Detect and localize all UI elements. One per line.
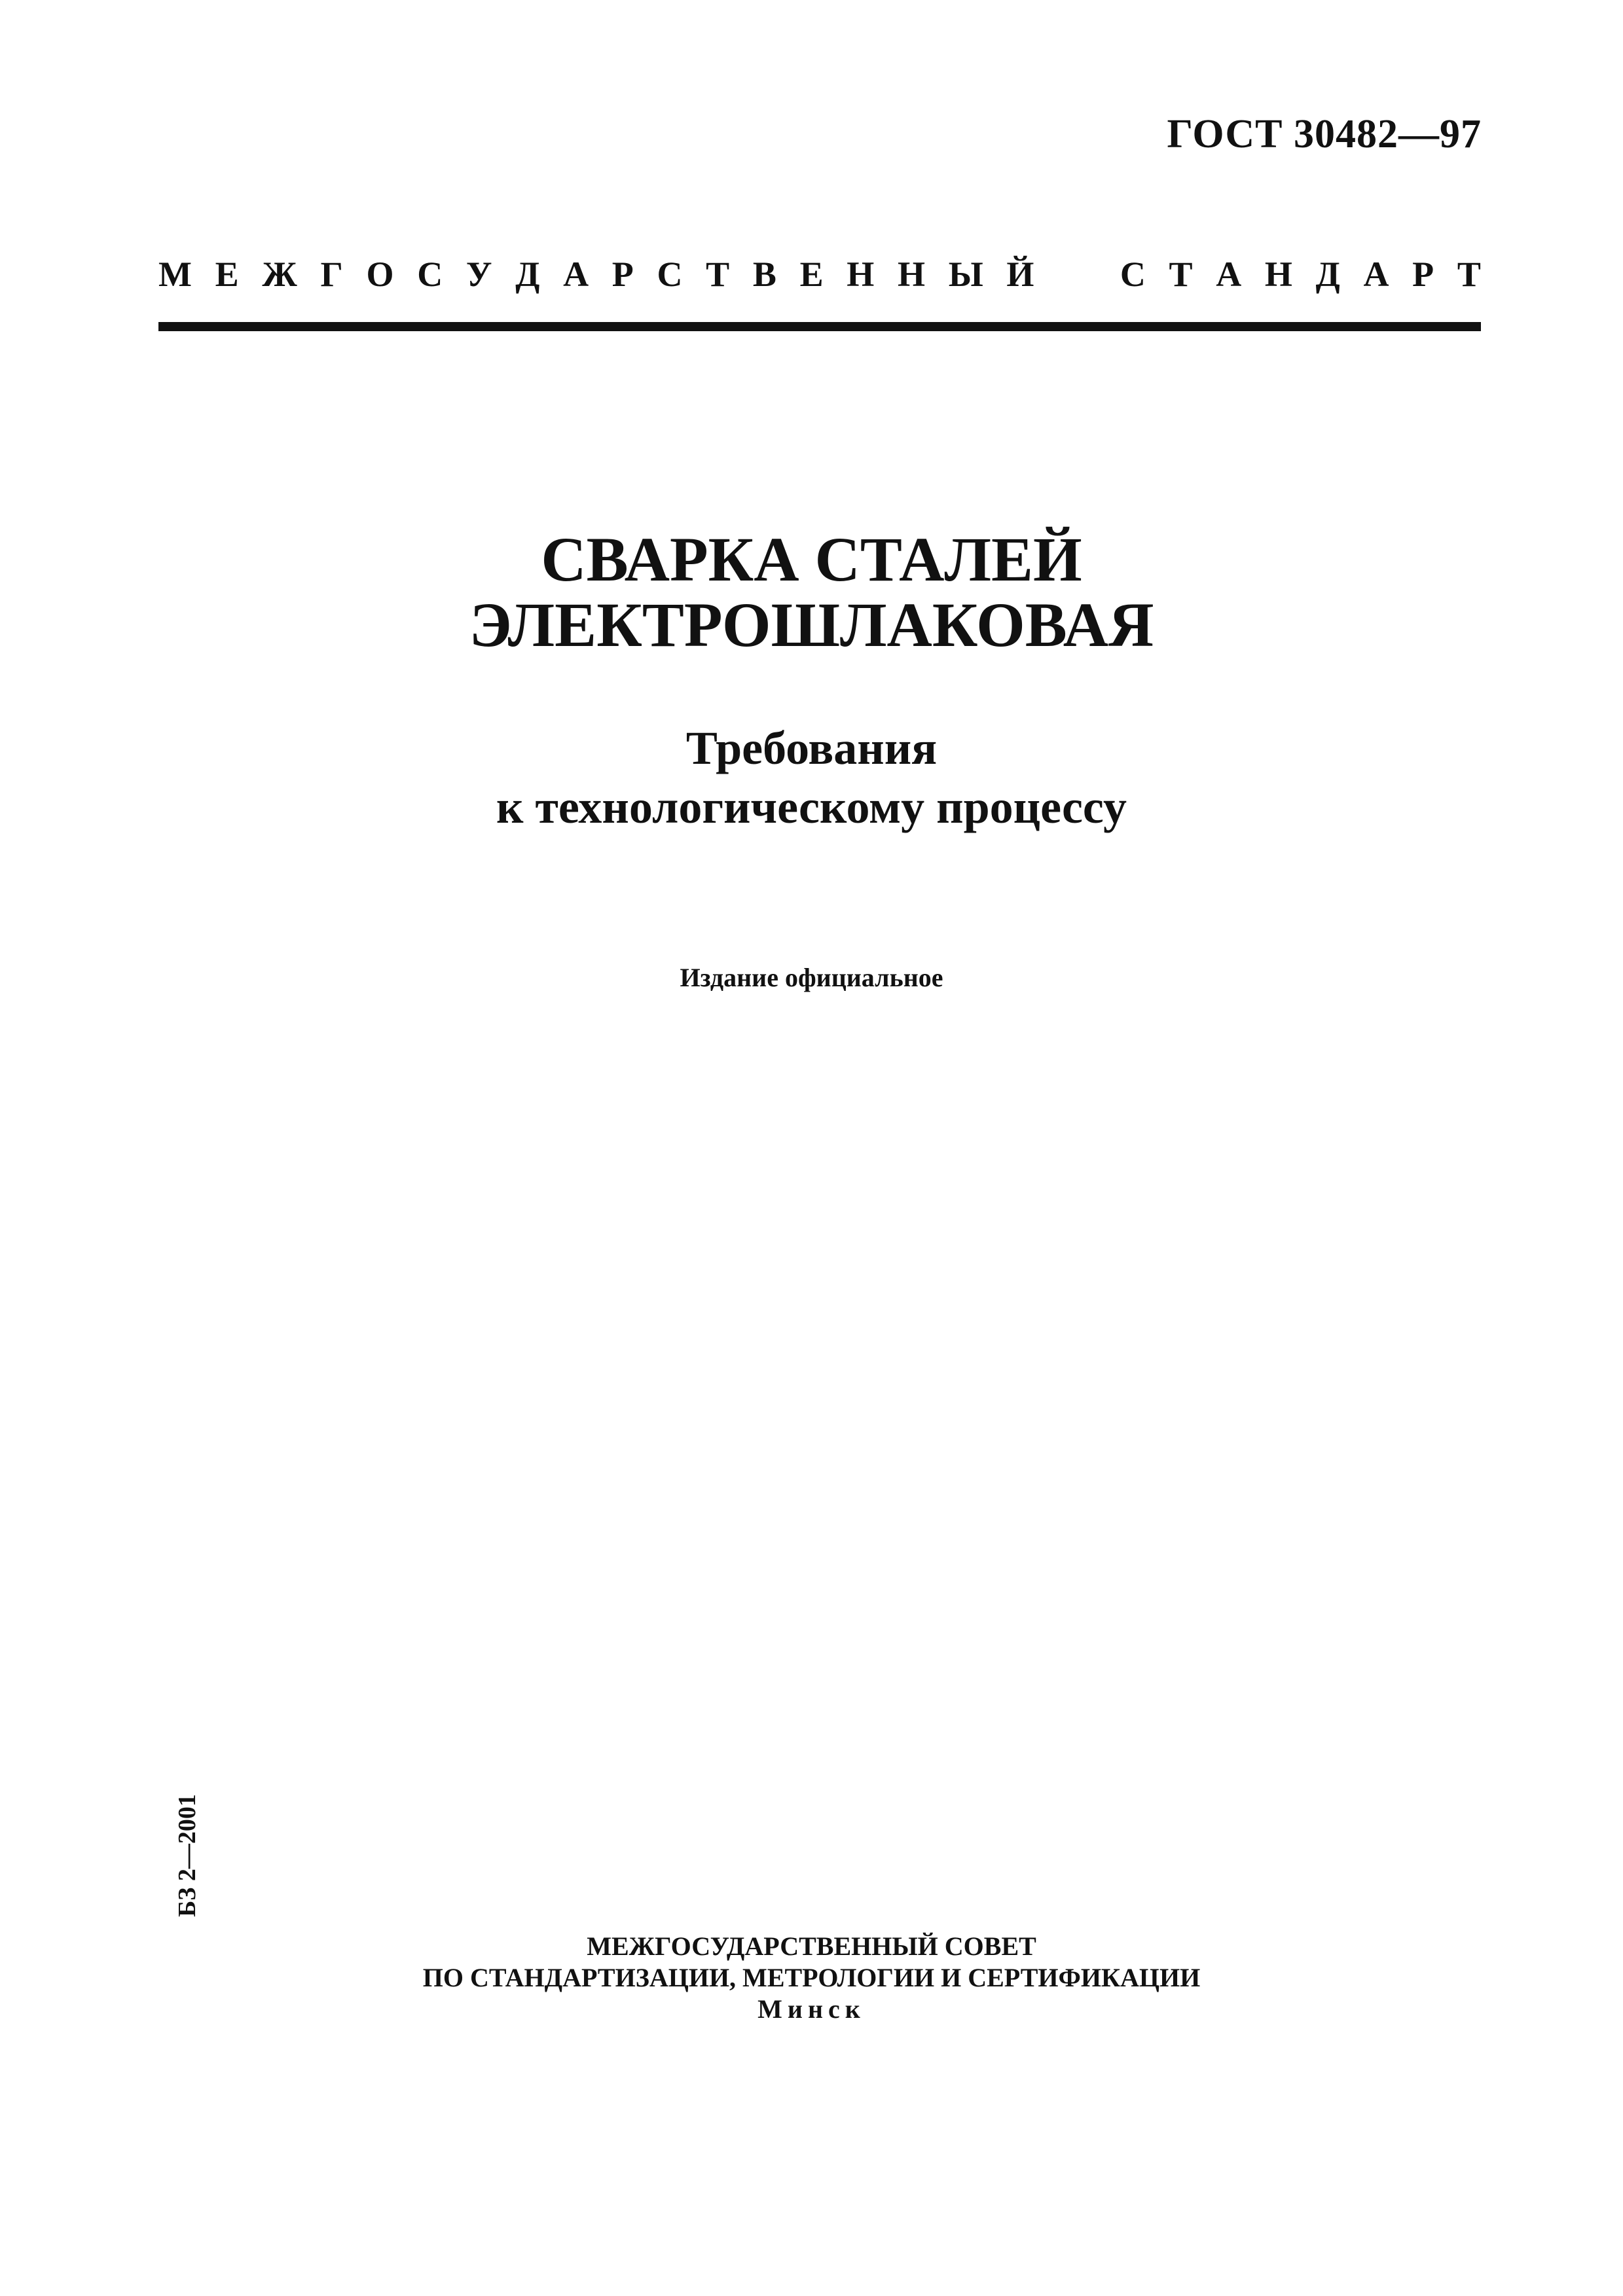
standard-type-letter: Р (1412, 255, 1434, 294)
standard-type-letter: Н (847, 255, 875, 294)
standard-type-letter: А (563, 255, 589, 294)
standard-type-letter: Ы (948, 255, 983, 294)
subtitle-line-2: к технологическому процессу (496, 781, 1127, 833)
standard-type-letter: Й (1006, 255, 1034, 294)
publisher (0, 1931, 1623, 2025)
standard-type-letter: С (417, 255, 443, 294)
publisher-line-1: МЕЖГОСУДАРСТВЕННЫЙ СОВЕТ (587, 1931, 1036, 1961)
header-divider (158, 322, 1481, 331)
side-code: БЗ 2—2001 (173, 1794, 201, 1917)
document-title (0, 524, 1623, 660)
standard-type-letter: М (158, 255, 192, 294)
standard-type-letter: Д (515, 255, 540, 294)
standard-type-letter: Г (320, 255, 343, 294)
standard-type-letter: Е (215, 255, 239, 294)
document-subtitle (0, 719, 1623, 836)
title-line-1: СВАРКА СТАЛЕЙ (541, 524, 1082, 594)
standard-type-letter: Т (1169, 255, 1193, 294)
word-gap (1057, 254, 1097, 295)
standard-type-heading (158, 254, 1481, 295)
standard-number: ГОСТ 30482—97 (1167, 112, 1482, 156)
standard-type-letter: Т (1457, 255, 1481, 294)
title-line-2: ЭЛЕКТРОШЛАКОВАЯ (469, 590, 1154, 660)
publisher-line-2: ПО СТАНДАРТИЗАЦИИ, МЕТРОЛОГИИ И СЕРТИФИКАЦИИ (422, 1963, 1201, 1992)
standard-type-letter: С (1120, 255, 1146, 294)
standard-type-letter: Н (898, 255, 926, 294)
standard-type-letter: А (1363, 255, 1389, 294)
standard-type-letter: А (1216, 255, 1242, 294)
standard-type-letter: Т (706, 255, 730, 294)
standard-type-letter: У (465, 255, 492, 294)
standard-type-letter: Е (799, 255, 824, 294)
standard-type-letter: Р (611, 255, 634, 294)
standard-type-letter: В (752, 255, 776, 294)
publisher-city: Минск (757, 1994, 866, 2024)
standard-type-letter: О (366, 255, 394, 294)
standard-type-letter: С (657, 255, 683, 294)
standard-type-letter: Ж (262, 255, 297, 294)
edition-label: Издание официальное (680, 963, 943, 992)
subtitle-line-1: Требования (685, 722, 938, 774)
standard-type-letter: Д (1315, 255, 1340, 294)
standard-type-letter: Н (1264, 255, 1292, 294)
